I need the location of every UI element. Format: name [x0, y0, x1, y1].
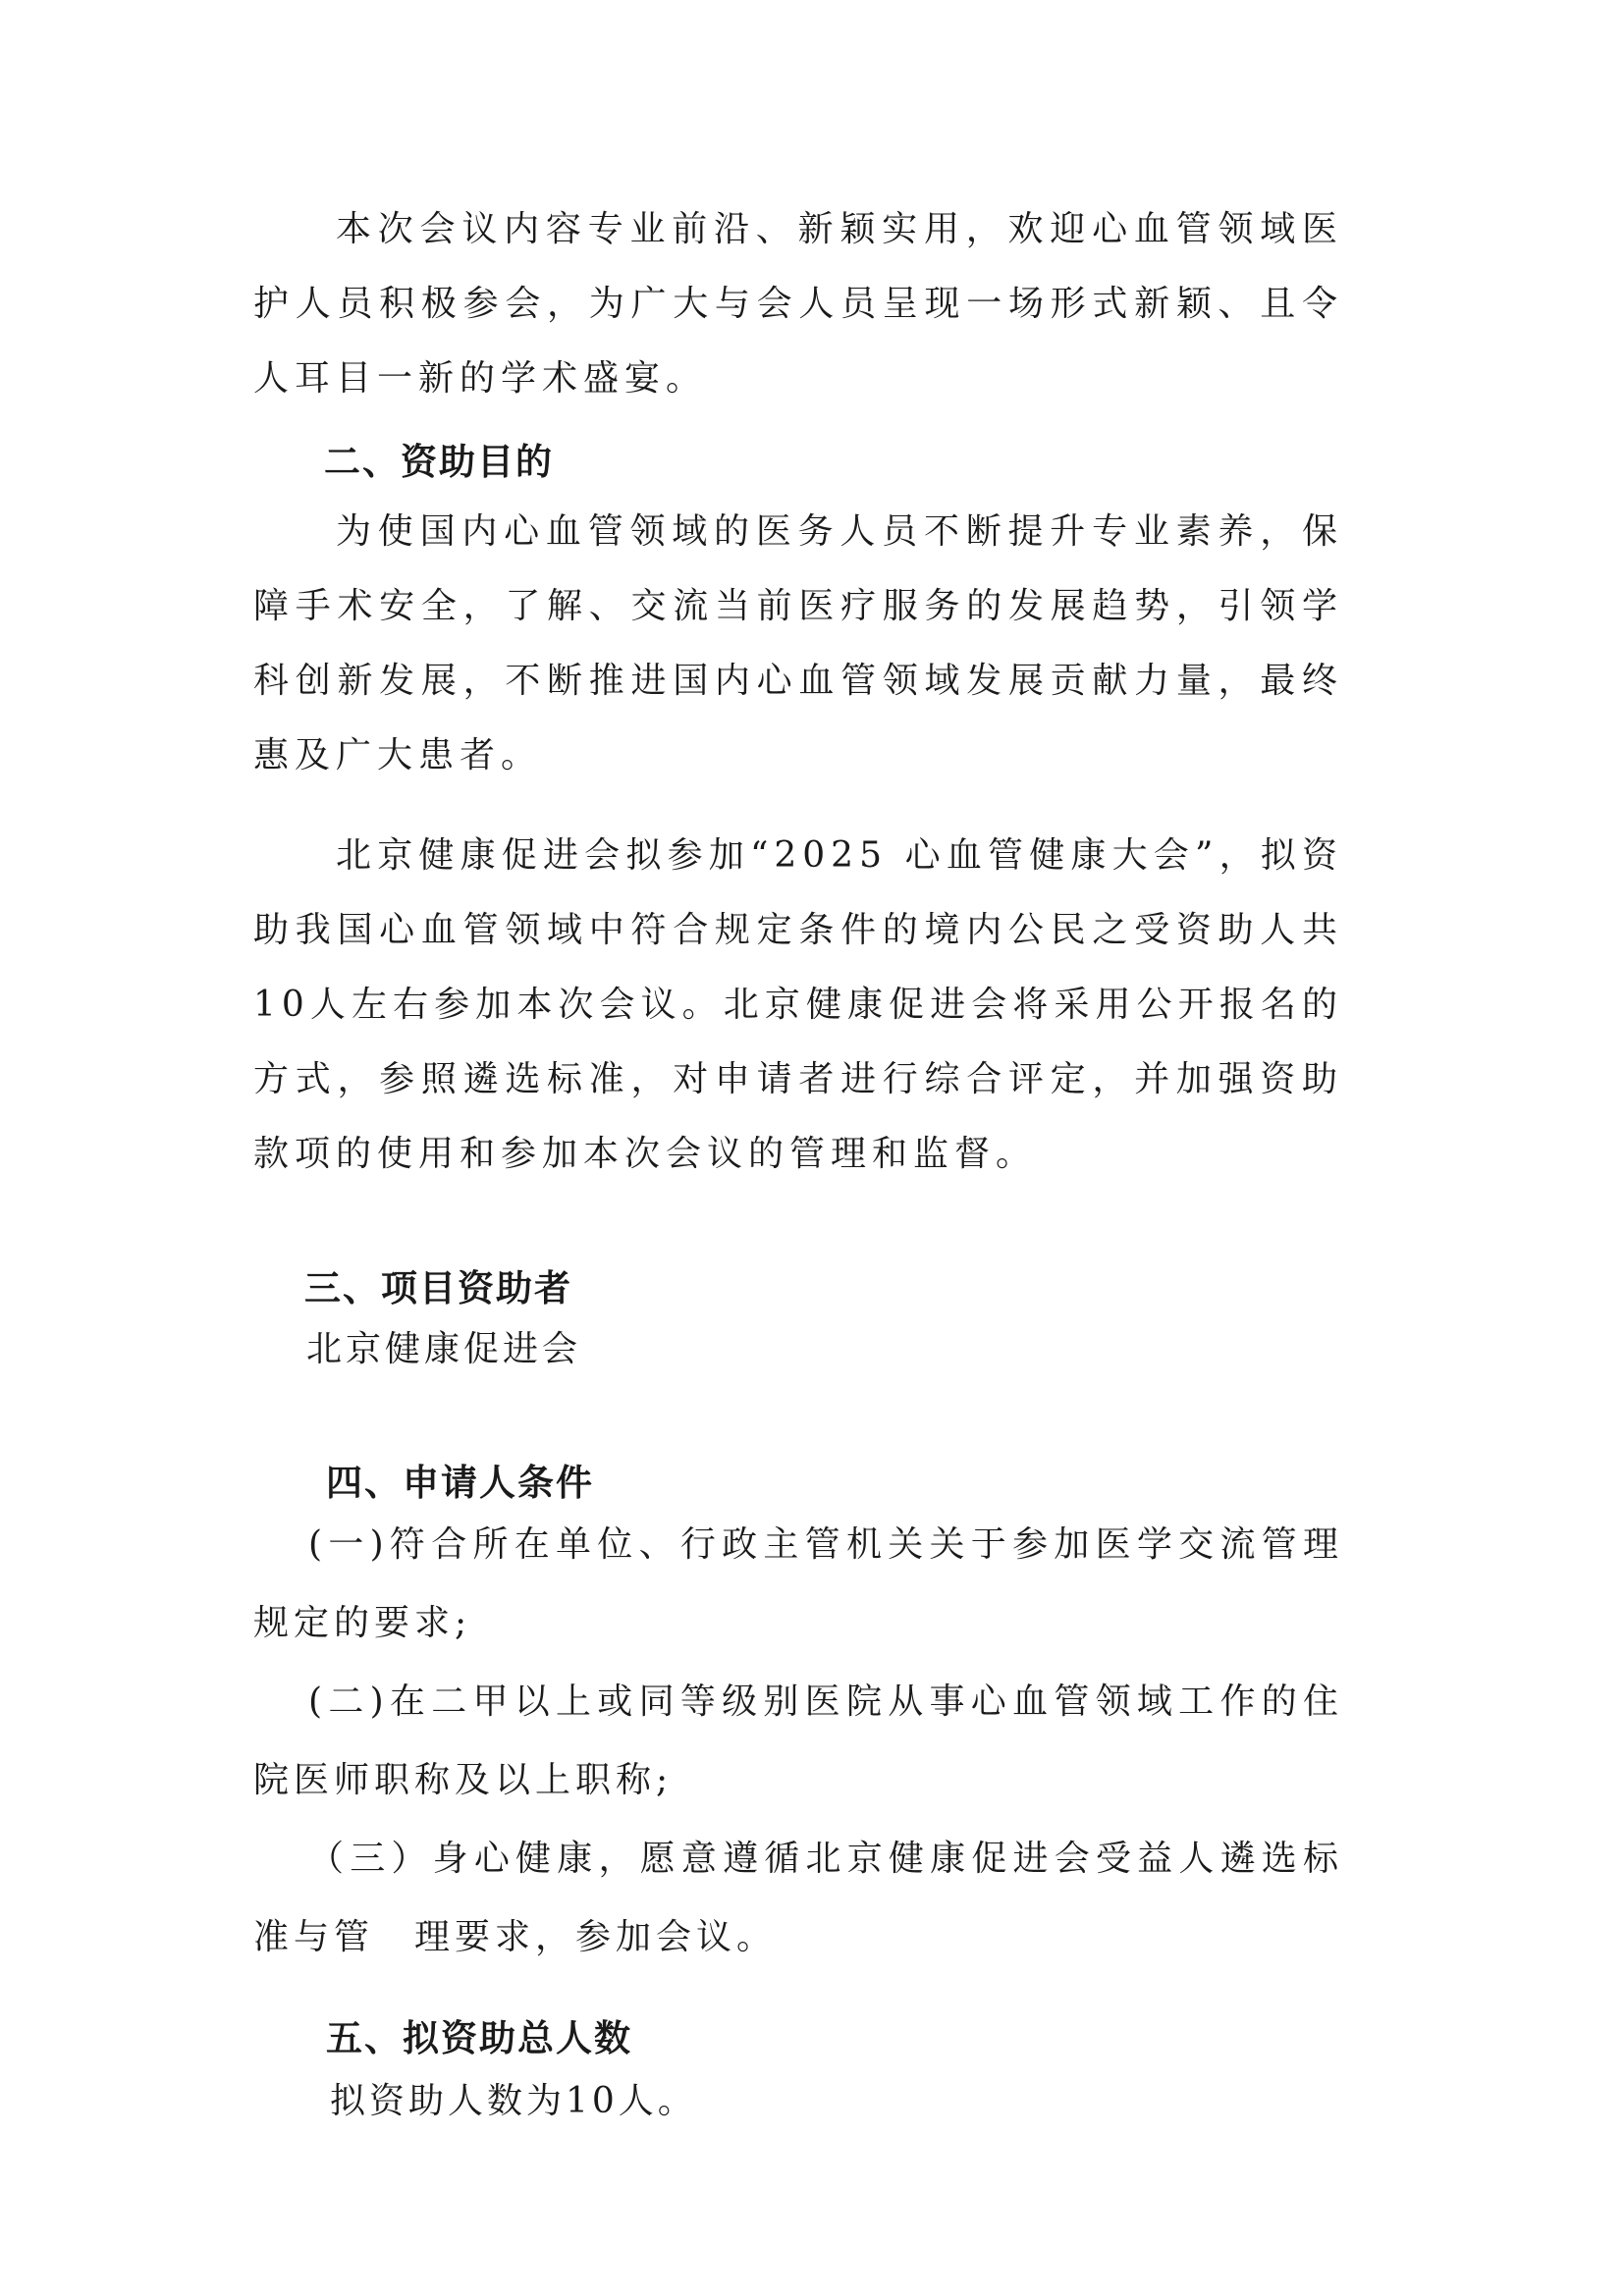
condition-item-3: （三）身心健康，愿意遵循北京健康促进会受益人遴选标准与管 理要求，参加会议。	[253, 1839, 1343, 1957]
section-heading-sponsor: 三、项目资助者	[304, 1267, 572, 1309]
section-heading-total-recipients: 五、拟资助总人数	[326, 2017, 632, 2059]
total-recipients-text: 拟资助人数为10人。	[330, 2081, 697, 2121]
section-heading-applicant-conditions: 四、申请人条件	[326, 1462, 594, 1504]
condition-item-1: (一)符合所在单位、行政主管机关关于参加医学交流管理规定的要求;	[253, 1524, 1343, 1643]
sponsor-name: 北京健康促进会	[306, 1329, 582, 1369]
funding-purpose-paragraph: 为使国内心血管领域的医务人员不断提升专业素养，保障手术安全，了解、交流当前医疗服务的发展趋势，引领学科创新发展，不断推进国内心血管领域发展贡献力量，最终惠及广大患者。	[253, 511, 1343, 775]
condition-item-2: (二)在二甲以上或同等级别医院从事心血管领域工作的住院医师职称及以上职称;	[253, 1682, 1343, 1800]
section-heading-funding-purpose: 二、资助目的	[324, 441, 554, 483]
intro-paragraph: 本次会议内容专业前沿、新颖实用，欢迎心血管领域医护人员积极参会，为广大与会人员呈现一场形式新颖、且令人耳目一新的学术盛宴。	[253, 209, 1343, 399]
funding-plan-paragraph: 北京健康促进会拟参加“2025 心血管健康大会”，拟资助我国心血管领域中符合规定条件的境内公民之受资助人共10人左右参加本次会议。北京健康促进会将采用公开报名的方式，参照遴选标准，对申请者进行综合评定，并加强资助款项的使用和参加本次会议的管理和监督。	[253, 835, 1343, 1174]
